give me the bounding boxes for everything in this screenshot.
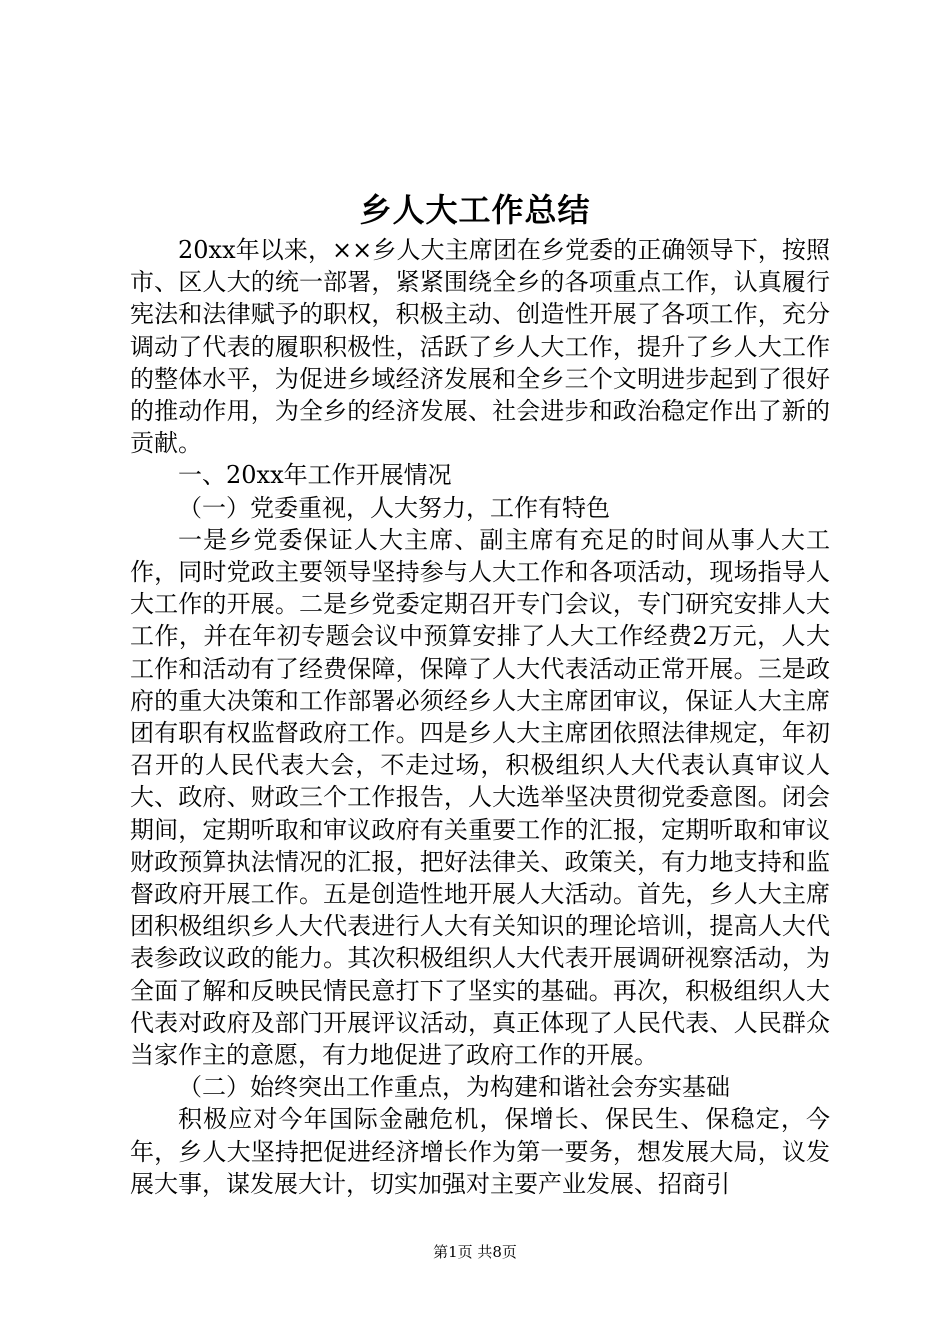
document-title: 乡人大工作总结 xyxy=(359,191,591,229)
page-number-footer: 第1页 共8页 xyxy=(433,1243,517,1261)
intro-paragraph: 20xx年以来，××乡人大主席团在乡党委的正确领导下，按照市、区人大的统一部署，紧紧围绕全乡的各项重点工作，认真履行宪法和法律赋予的职权，积极主动、创造性开展了各项工作，充分调动了代表的履职积极性，活跃了乡人大工作，提升了乡人大工作的整体水平，为促进乡域经济发展和全乡三个文明进步起到了很好的推动作用，为全乡的经济发展、社会进步和政治稳定作出了新的贡献。 xyxy=(130,236,830,458)
body-paragraph: 一是乡党委保证人大主席、副主席有充足的时间从事人大工作，同时党政主要领导坚持参与人大工作和各项活动，现场指导人大工作的开展。二是乡党委定期召开专门会议，专门研究安排人大工作，并在年初专题会议中预算安排了人大工作经费2万元，人大工作和活动有了经费保障，保障了人大代表活动正常开展。三是政府的重大决策和工作部署必须经乡人大主席团审议，保证人大主席团有职有权监督政府工作。四是乡人大主席团依照法律规定，年初召开的人民代表大会，不走过场，积极组织人大代表认真审议人大、政府、财政三个工作报告，人大选举坚决贯彻党委意图。闭会期间，定期听取和审议政府有关重要工作的汇报，定期听取和审议财政预算执法情况的汇报，把好法律关、政策关，有力地支持和监督政府开展工作。五是创造性地开展人大活动。首先，乡人大主席团积极组织乡人大代表进行人大有关知识的理论培训，提高人大代表参政议政的能力。其次积极组织人大代表开展调研视察活动，为全面了解和反映民情民意打下了坚实的基础。再次，积极组织人大代表对政府及部门开展评议活动，真正体现了人民代表、人民群众当家作主的意愿，有力地促进了政府工作的开展。 xyxy=(130,525,830,1070)
subsection-heading-2: （二）始终突出工作重点，为构建和谐社会夯实基础 xyxy=(178,1073,730,1102)
document-body xyxy=(130,234,830,1200)
subsection-heading-1: （一）党委重视，人大努力，工作有特色 xyxy=(178,493,610,522)
section-heading-1: 一、20xx年工作开展情况 xyxy=(178,461,452,490)
body-paragraph: 积极应对今年国际金融危机，保增长、保民生、保稳定，今年，乡人大坚持把促进经济增长作为第一要务，想发展大局，议发展大事，谋发展大计，切实加强对主要产业发展、招商引 xyxy=(130,1105,830,1198)
